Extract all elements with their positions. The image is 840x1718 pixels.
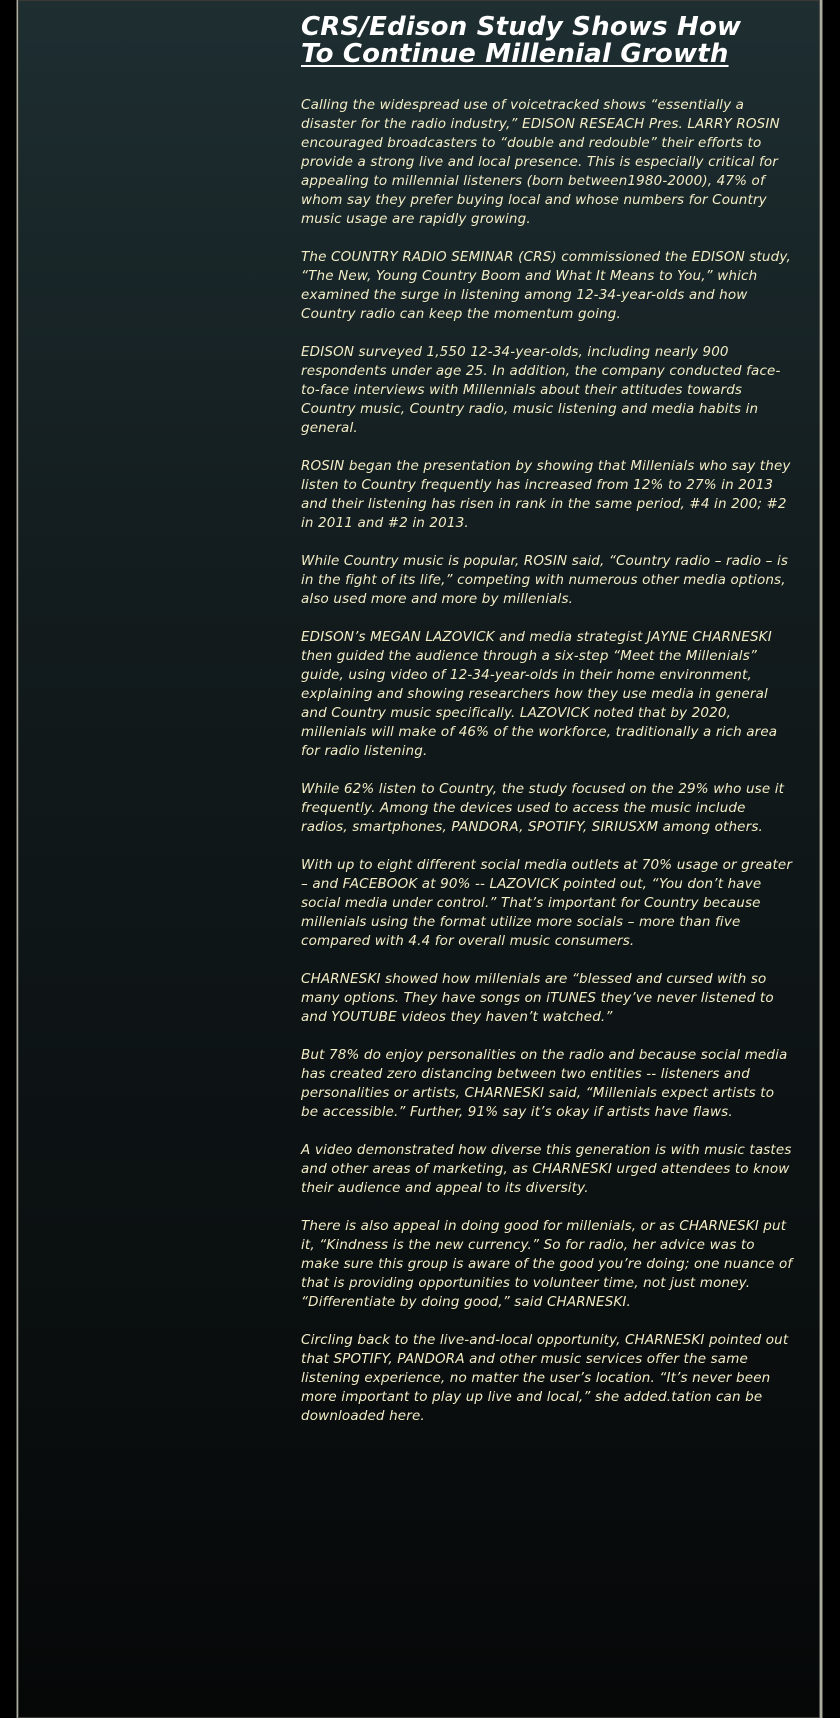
article-paragraph: But 78% do enjoy personalities on the radio and because social media has created zero distancing between two entities -- listeners and personalities or artists, CHARNESKI said, “Millenials expect artists to be accessible.” Further, 91% say it’s okay if artists have flaws. bbox=[301, 1047, 788, 1120]
article-paragraph: A video demonstrated how diverse this generation is with music tastes and other areas of marketing, as CHARNESKI urged attendees to know their audience and appeal to its diversity. bbox=[301, 1142, 792, 1196]
headline-line-2: To Continue Millenial Growth bbox=[301, 39, 729, 69]
article-paragraph: ROSIN began the presentation by showing that Millenials who say they listen to Country frequently has increased from 12% to 27% in 2013 and their listening has risen in rank in the same period, #4 in 200; #2 in 2011 and #2 in 2013. bbox=[301, 458, 791, 531]
news-article bbox=[301, 14, 793, 1445]
article-paragraph: Circling back to the live-and-local opportunity, CHARNESKI pointed out that SPOTIFY, PANDORA and other music services offer the same listening experience, no matter the user’s location. “It’s never been more important to play up live and local,” she added.tation can be downloaded here. bbox=[301, 1332, 789, 1424]
article-paragraph: Calling the widespread use of voicetracked shows “essentially a disaster for the radio industry,” EDISON RESEACH Pres. LARRY ROSIN encouraged broadcasters to “double and redouble” their efforts to provide a strong live and local presence. This is especially critical for appealing to millennial listeners (born between1980-2000), 47% of whom say they prefer buying local and whose numbers for Country music usage are rapidly growing. bbox=[301, 97, 780, 227]
article-paragraph: While 62% listen to Country, the study focused on the 29% who use it frequently. Among the devices used to access the music include radios, smartphones, PANDORA, SPOTIFY, SIRIUSXM among others. bbox=[301, 781, 785, 835]
article-paragraph: EDISON surveyed 1,550 12-34-year-olds, including nearly 900 respondents under age 25. In addition, the company conducted face-to-face interviews with Millennials about their attitudes towards Country music, Country radio, music listening and media habits in general. bbox=[301, 344, 781, 436]
article-paragraph: The COUNTRY RADIO SEMINAR (CRS) commissioned the EDISON study, “The New, Young Country Boom and What It Means to You,” which examined the surge in listening among 12-34-year-olds and how Country radio can keep the momentum going. bbox=[301, 249, 791, 322]
right-border bbox=[819, 0, 823, 1718]
article-paragraph: There is also appeal in doing good for millenials, or as CHARNESKI put it, “Kindness is the new currency.” So for radio, her advice was to make sure this group is aware of the good you’re doing; one nuance of that is providing opportunities to volunteer time, not just money. “Differentiate by doing good,” said CHARNESKI. bbox=[301, 1218, 793, 1310]
article-paragraph: EDISON’s MEGAN LAZOVICK and media strategist JAYNE CHARNESKI then guided the audience through a six-step “Meet the Millenials” guide, using video of 12-34-year-olds in their home environment, explaining and showing researchers how they use media in general and Country music specifically. LAZOVICK noted that by 2020, millenials will make of 46% of the workforce, traditionally a rich area for radio listening. bbox=[301, 629, 778, 759]
article-paragraph: CHARNESKI showed how millenials are “blessed and cursed with so many options. They have songs on iTUNES they’ve never listened to and YOUTUBE videos they haven’t watched.” bbox=[301, 971, 774, 1025]
article-paragraph: While Country music is popular, ROSIN said, “Country radio – radio – is in the fight of its life,” competing with numerous other media options, also used more and more by millenials. bbox=[301, 553, 789, 607]
article-headline bbox=[301, 14, 793, 68]
article-paragraph: With up to eight different social media outlets at 70% usage or greater – and FACEBOOK at 90% -- LAZOVICK pointed out, “You don’t have social media under control.” That’s important for Country because millenials using the format utilize more socials – more than five compared with 4.4 for overall music consumers. bbox=[301, 857, 793, 949]
headline-line-1: CRS/Edison Study Shows How bbox=[301, 12, 742, 42]
